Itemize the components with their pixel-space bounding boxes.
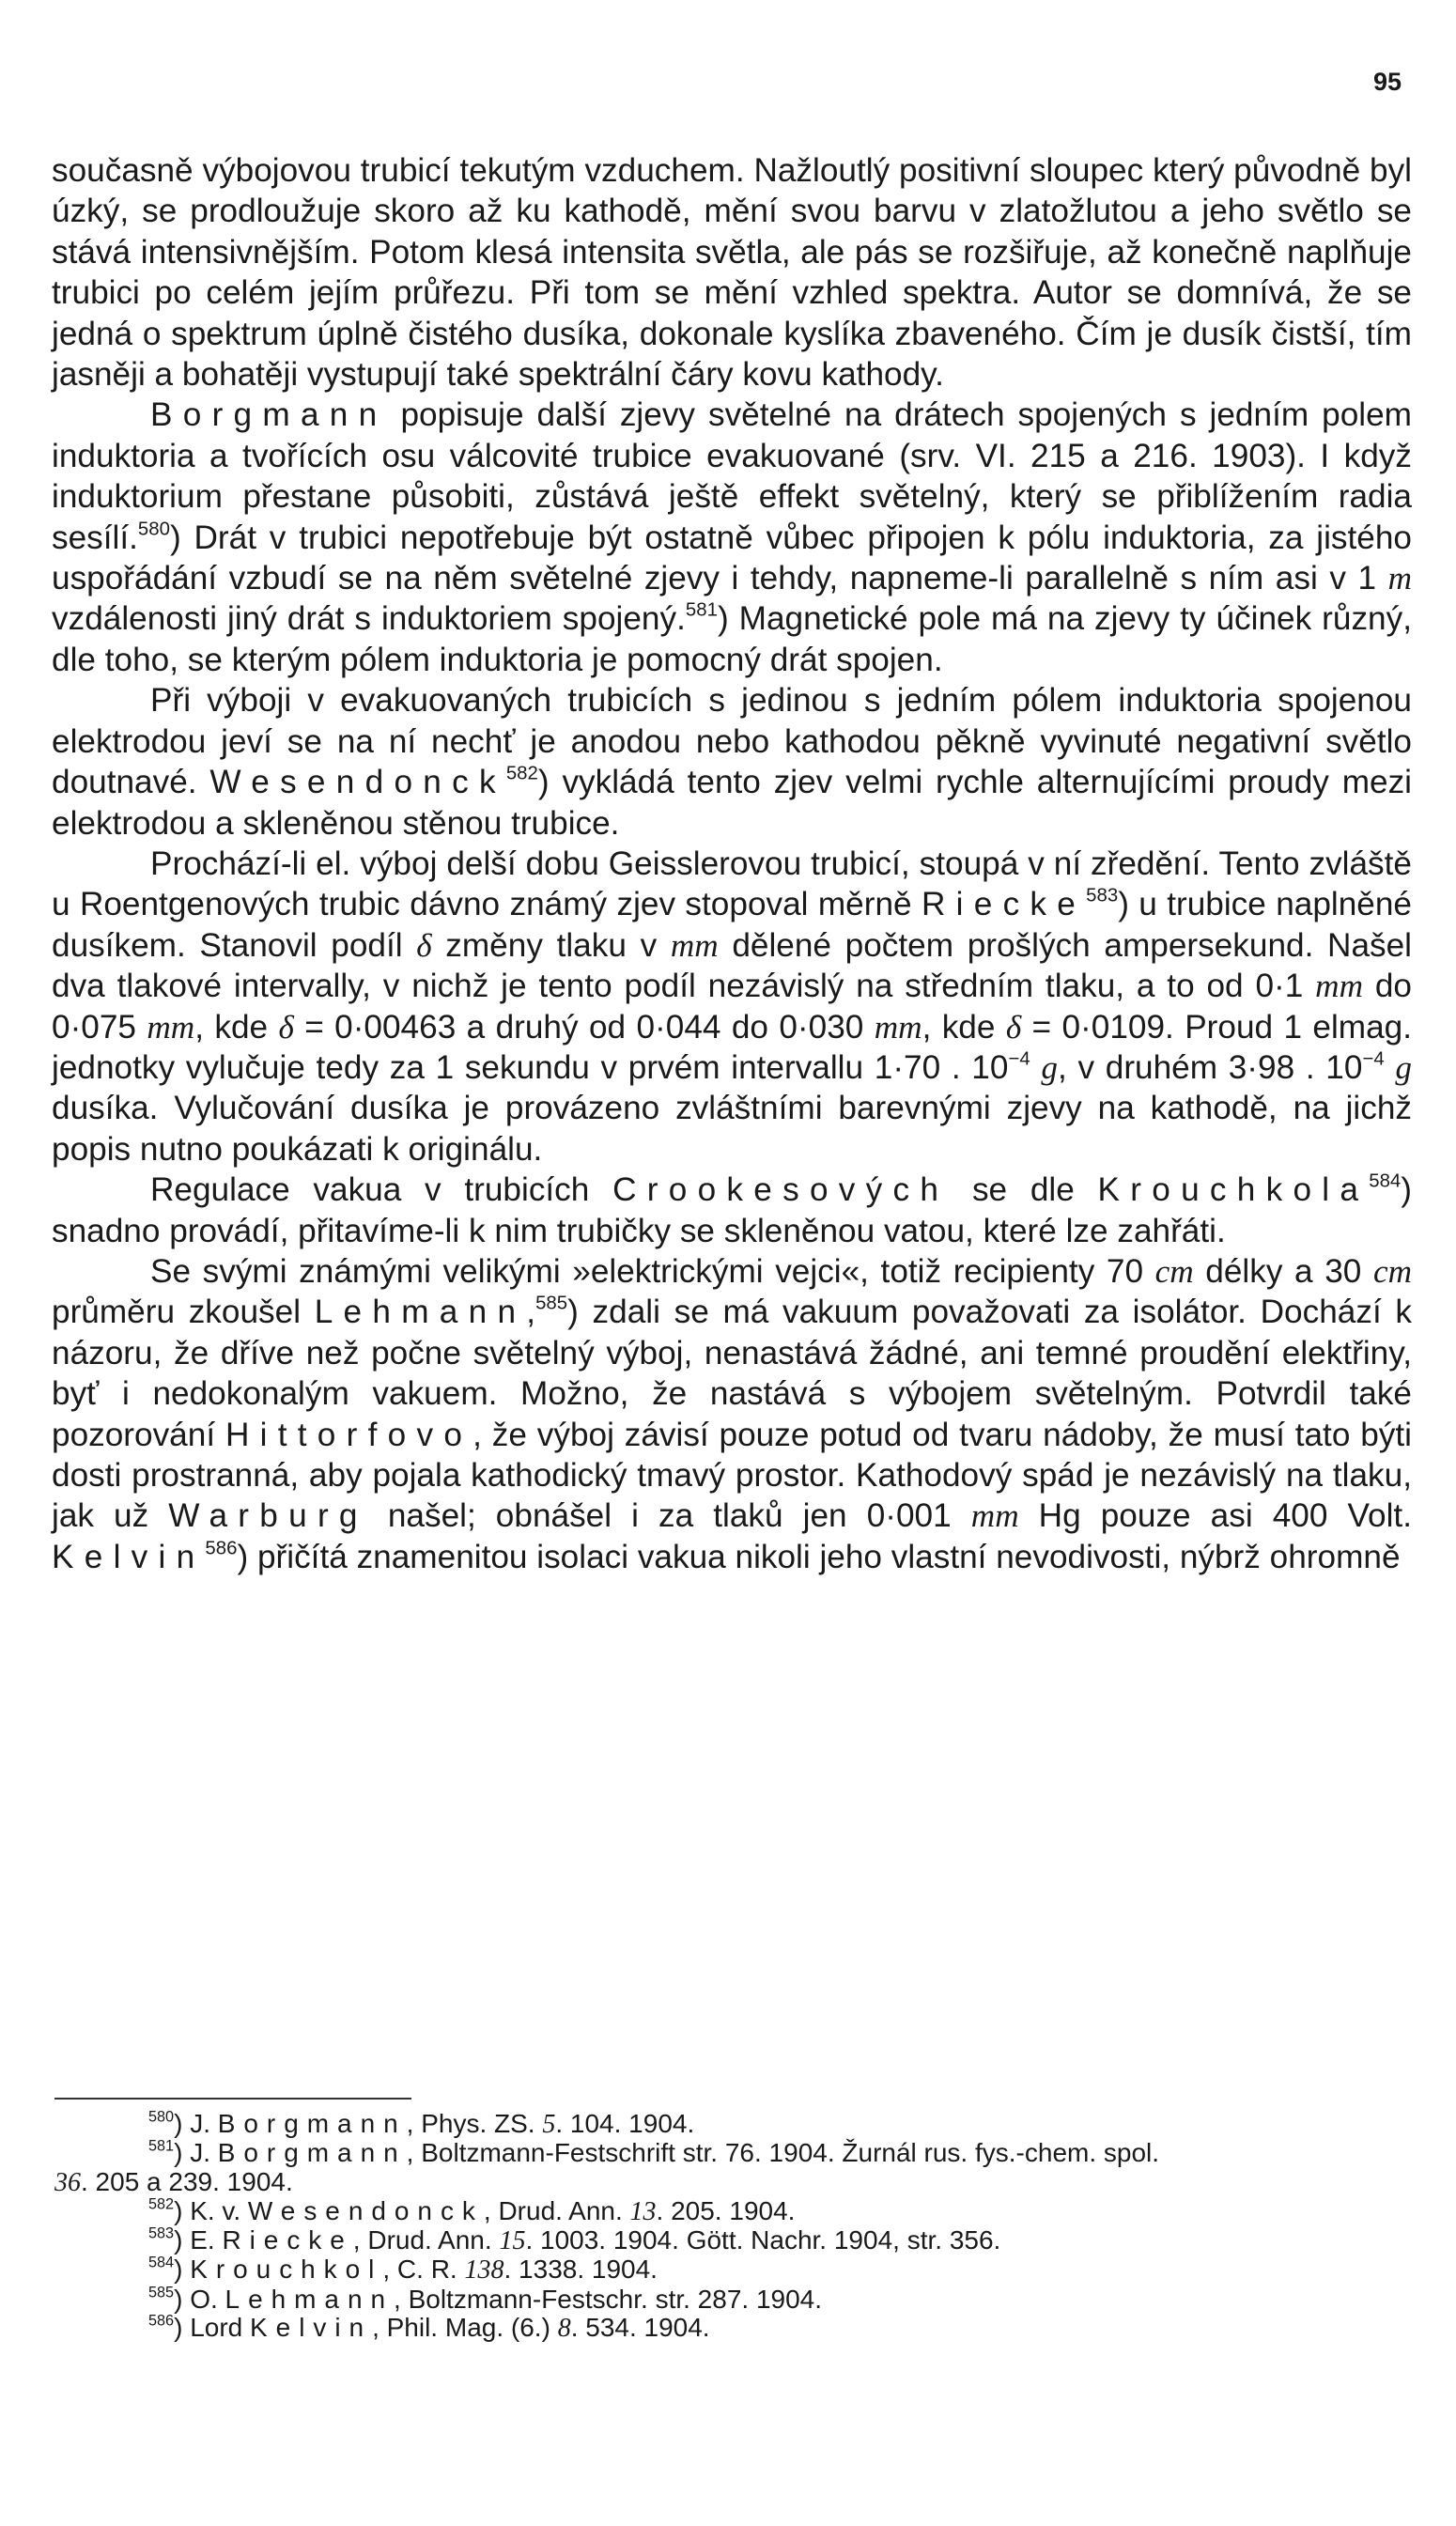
text-run: , Boltzmann-Festschrift str. 76. 1904. Žurnál rus. fys.-chem. spol. [406,2138,1160,2168]
footnote-ref: 583 [148,2224,175,2242]
text-run: Regulace vakua v trubicích [150,1171,613,1209]
text-run: , že výboj závisí pouze potud od tvaru nádoby, že musí tato býti dosti prostranná, aby pojala kathodický tmavý prostor. Kathodový spád je nezávislý na tlaku, jak už [52,1416,1412,1535]
italic-symbol: 36 [54,2167,81,2197]
italic-symbol: g [1041,1048,1059,1086]
italic-symbol: mm [874,1008,922,1046]
text-run: ) J. [174,2138,218,2168]
text-run: průměru zkoušel [52,1294,315,1331]
text-run: . 1003. 1904. Gött. Nachr. 1904, str. 356. [525,2225,1001,2255]
text-run: ) K. v. [174,2195,248,2225]
text-run: dusíka. Vylučování dusíka je provázeno zvláštními barevnými zjevy na kathodě, na jichž popis nutno poukázati k originálu. [52,1090,1412,1168]
text-run: do 0·075 [52,968,1412,1046]
text-run: vzdálenosti jiný drát s induktoriem spojený. [52,600,686,638]
text-run: , Drud. Ann. [483,2195,630,2225]
text-run: ) O. [174,2284,225,2314]
text-run: Prochází-li el. výboj delší dobu Geisslerovou trubicí, stoupá v ní zředění. Tento zvláště u Roentgenových trubic dávno známý zjev stopoval měrně [52,845,1412,923]
footnote-ref: 580 [137,518,170,539]
text-run: ) vykládá tento zjev velmi rychle alternujícími proudy mezi elektrodou a skleněnou stěnou trubice. [52,764,1412,842]
author-name: Lehmann [314,1294,527,1331]
footnote-ref: 583 [1086,885,1119,907]
text-run: . 1338. 1904. [503,2255,658,2285]
text-run: se dle [949,1171,1098,1209]
text-run: Hg pouze asi 400 Volt. [1018,1497,1412,1535]
text-run: ) u trubice naplněné dusíkem. Stanovil podíl [52,886,1412,964]
author-name: Kelvin [52,1538,206,1575]
italic-symbol: 13 [629,2196,657,2226]
text-run: . 534. 1904. [570,2313,710,2343]
author-name: Kelvin [250,2313,373,2343]
text-run: . 205. 1904. [656,2195,796,2225]
text-run: Se svými známými velikými »elektrickými vejci«, totiž recipienty 70 [150,1252,1155,1290]
text-run: = 0·0109. Proud 1 elmag. jednotky vylučuje tedy za 1 sekundu v prvém intervallu 1·70 . 10 [52,1008,1413,1086]
footnote [54,2255,1417,2285]
text-run: dělené počtem prošlých ampersekund. Našel dva tlakové intervally, v nichž je tento podíl nezávislý na středním tlaku, a to od 0·1 [52,926,1413,1005]
text-run: , [526,1294,536,1331]
footnote-ref: −4 [1008,1048,1030,1070]
text-run: ) Magnetické pole má na zjevy ty účinek různý, dle toho, se kterým pólem induktoria je pomocný drát spojen. [52,600,1412,678]
text-run: = 0·00463 a druhý od 0·044 do 0·030 [293,1008,875,1046]
italic-symbol: δ [416,926,432,964]
text-run: popisuje další zjevy světelné na drátech spojených s jedním polem induktoria a tvořících osu válcovité trubice evakuované (srv. VI. 215 a 216. 1903). I když induktorium přestane působiti, zůstává ještě effekt světelný, který se přiblížením radia sesílí. [52,396,1412,556]
author-name: Crookesových [612,1171,950,1209]
footnote-ref: 586 [205,1538,238,1559]
author-name: Lehmann [225,2284,395,2314]
text-run: ) zdali se má vakuum považovati za isolátor. Dochází k názoru, že dříve než počne světelný výboj, nenastává žádné, ani temné proudění elektřiny, byť i nedokonalým vakuem. Možno, že nastává s výbojem světelným. Potvrdil také pozorování [52,1294,1413,1453]
italic-symbol: 15 [499,2226,526,2256]
author-name: Riecke [222,2225,353,2255]
footnote [54,2197,1417,2226]
footnote-ref: 581 [685,599,718,621]
footnote [54,2226,1417,2255]
text-run [1030,1049,1042,1086]
italic-symbol: mm [970,1497,1019,1535]
footnote-ref: −4 [1362,1048,1385,1070]
text-run [1385,1049,1396,1086]
italic-symbol: 138 [464,2255,504,2286]
body-text [52,150,1412,1577]
text-run: Při výboji v evakuovaných trubicích s jedinou s jedním pólem induktoria spojenou elektrodou jeví se na ní nechť je anodou nebo kathodou pěkně vyvinuté negativní světlo doutnavé. [52,682,1412,801]
text-run: , v druhém 3·98 . 10 [1058,1048,1363,1086]
footnote [54,2286,1417,2314]
text-run: změny tlaku v [431,926,671,964]
footnote-ref: 582 [148,2195,175,2213]
footnote [54,2110,1417,2139]
footnote [54,2314,1417,2343]
author-name: Wesendonck [247,2195,484,2225]
text-run: délky a 30 [1193,1252,1373,1290]
paragraph [52,844,1412,1170]
text-run: současně výbojovou trubicí tekutým vzduchem. Nažloutlý positivní sloupec který původně byl úzký, se prodloužuje skoro až ku kathodě, mění svou barvu v zlatožlutou a jeho světlo se stává intensivnějším. Potom klesá intensita světla, ale pás se rozšiřuje, až konečně naplňuje trubici po celém jejím průřezu. Při tom se mění vzhled spektra. Autor se domnívá, že se jedná o spektrum úplně čistého dusíka, dokonale kyslíka zbaveného. Čím je dusík čistší, tím jasněji a bohatěji vystupují také spektrální čáry kovu kathody. [52,152,1412,394]
italic-symbol: mm [147,1008,195,1046]
text-run: , Drud. Ann. [352,2225,500,2255]
author-name: Wesendonck [209,764,506,801]
italic-symbol: mm [1315,968,1363,1005]
text-run: , Phys. ZS. [406,2109,543,2138]
text-run: . 104. 1904. [555,2109,695,2138]
footnote-ref: 585 [148,2284,175,2301]
text-run: ) snadno provádí, přitavíme-li k nim trubičky se skleněnou vatou, které lze zahřáti. [52,1171,1413,1249]
paragraph [52,680,1412,844]
footnote-ref: 580 [148,2108,175,2126]
footnote-continuation [54,2168,1417,2197]
paragraph [52,150,1412,395]
italic-symbol: 8 [557,2314,571,2344]
author-name: Krouchkol [190,2255,383,2285]
footnote-ref: 584 [148,2254,175,2271]
italic-symbol: δ [1005,1008,1022,1046]
footnote-ref: 584 [1369,1170,1402,1192]
italic-symbol: 5 [542,2110,556,2139]
text-run: ) přičítá znamenitou isolaci vakua nikoli jeho vlastní nevodivosti, nýbrž ohromně [237,1538,1401,1575]
footnote-ref: 586 [148,2312,175,2330]
footnotes [54,2110,1417,2343]
author-name: Riecke [921,886,1087,923]
author-name: Borgmann [150,396,388,434]
text-run: ) E. [174,2225,223,2255]
paragraph [52,1170,1412,1251]
italic-symbol: g [1395,1048,1412,1086]
footnote [54,2139,1417,2167]
text-run: ) Drát v trubici nepotřebuje být ostatně vůbec připojen k pólu induktoria, za jistého uspořádání vzbudí se na něm světelné zjevy i tehdy, napneme-li parallelně s ním asi v 1 [52,519,1412,597]
text-run: ) Lord [174,2313,251,2343]
italic-symbol: cm [1372,1252,1412,1290]
paragraph [52,395,1412,680]
text-run: , kde [922,1008,1006,1046]
italic-symbol: δ [278,1008,294,1046]
text-run: . 205 a 239. 1904. [81,2166,293,2196]
text-run: našel; obnášel i za tlaků jen 0·001 [367,1497,971,1535]
footnote-ref: 581 [148,2137,175,2155]
text-run: ) J. [174,2109,218,2138]
text-run: , C. R. [382,2255,465,2285]
footnote-separator [54,2098,411,2100]
paragraph [52,1251,1412,1577]
author-name: Krouchkola [1097,1171,1370,1209]
text-run: , Boltzmann-Festschr. str. 287. 1904. [394,2284,823,2314]
footnote-ref: 585 [535,1293,568,1314]
page-number: 95 [1372,68,1402,96]
italic-symbol: m [1387,560,1412,597]
italic-symbol: mm [670,926,719,964]
author-name: Borgmann [217,2109,407,2138]
text-run: ) [174,2255,191,2285]
text-run: , kde [194,1008,279,1046]
author-name: Hittorfovo [225,1416,473,1453]
italic-symbol: cm [1154,1252,1194,1290]
footnote-ref: 582 [505,763,538,784]
author-name: Borgmann [217,2138,407,2168]
author-name: Warburg [168,1497,368,1535]
text-run: , Phil. Mag. (6.) [372,2313,558,2343]
